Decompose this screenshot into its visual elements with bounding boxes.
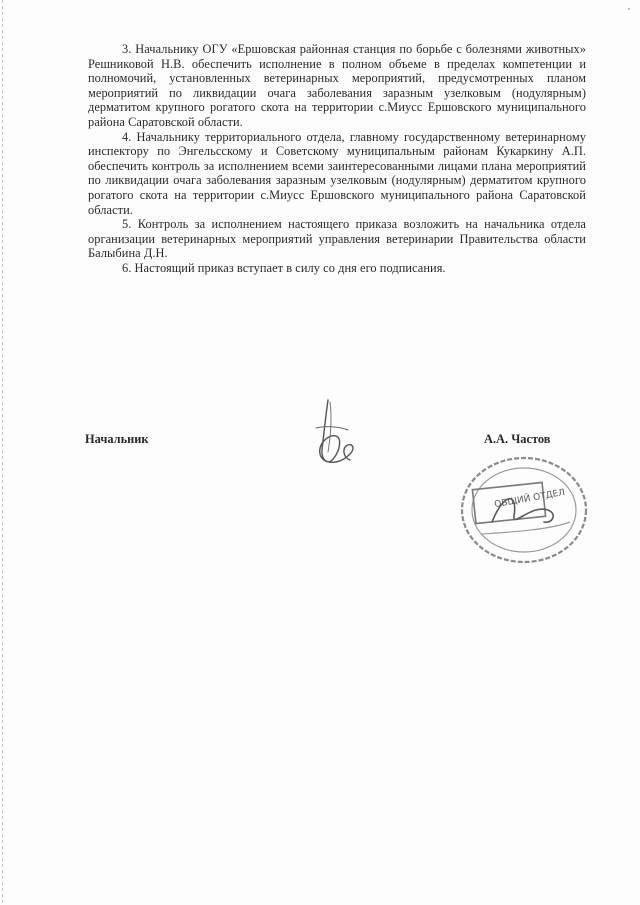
scan-edge [2, 0, 3, 905]
order-body [88, 42, 586, 276]
handwritten-signature [298, 392, 368, 482]
paragraph-5: 5. Контроль за исполнением настоящего приказа возложить на начальника отдела организации ветеринарных мероприятий управления ветеринарии Правительства области Балыбина Д.Н. [88, 217, 586, 261]
paragraph-6: 6. Настоящий приказ вступает в силу со дня его подписания. [122, 260, 446, 275]
signatory-title: Начальник [85, 432, 149, 446]
stamp-text: ОБЩИЙ ОТДЕЛ [493, 487, 566, 511]
scan-dot [628, 8, 630, 10]
paragraph-4: 4. Начальнику территориального отдела, главному государственному ветеринарному инспектору по Энгельсскому и Советскому муниципальным районам Кукаркину А.П. обеспечить контроль за исполнением всеми заинтересованными лицами плана мероприятий по ликвидации очага заболевания заразным узелковым (нодулярным) дерматитом крупного рогатого скота на территории с.Миусс Ершовского муниципального района Саратовской области. [88, 129, 586, 217]
official-stamp [452, 452, 592, 572]
paragraph-3: 3. Начальнику ОГУ «Ершовская районная станция по борьбе с болезнями животных» Решниковой Н.В. обеспечить исполнение в полном объеме в пределах компетенции и полномочий, установленных ветеринарных мероприятий, предусмотренных планом мероприятий по ликвидации очага заболевания заразным узелковым (нодулярным) дерматитом крупного рогатого скота на территории с.Миусс Ершовского муниципального района Саратовской области. [88, 42, 586, 129]
signatory-name: А.А. Частов [484, 432, 551, 446]
